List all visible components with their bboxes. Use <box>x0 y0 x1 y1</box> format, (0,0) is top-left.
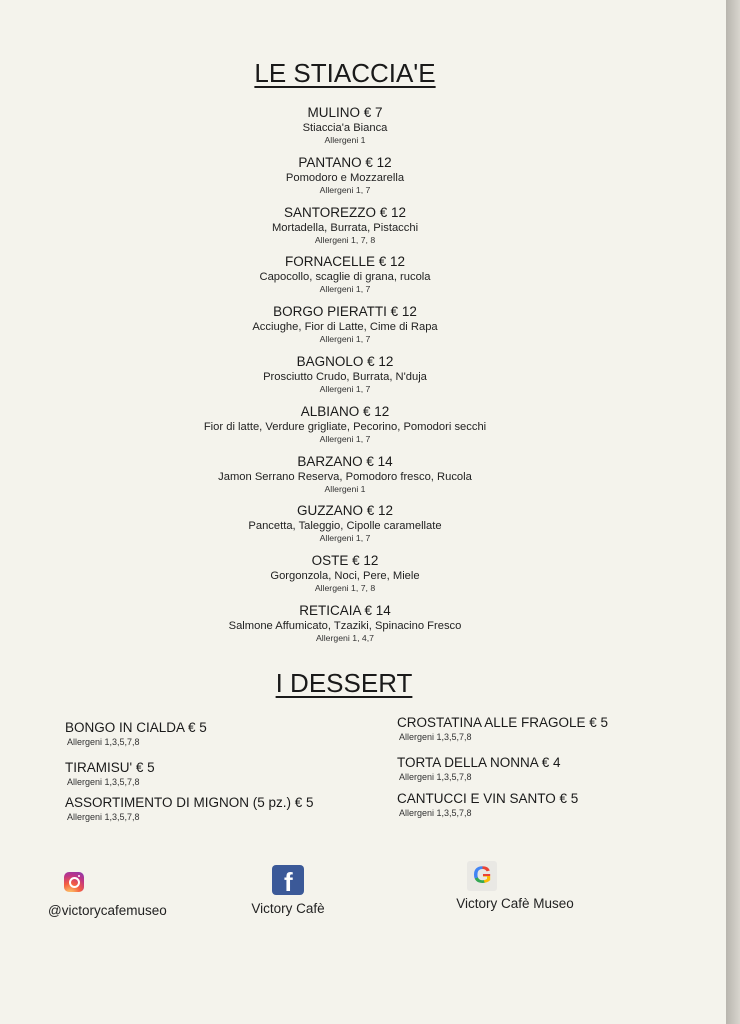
item-name: BORGO PIERATTI € 12 <box>273 304 417 320</box>
item-allergens: Allergeni 1, 7, 8 <box>314 583 376 594</box>
instagram-handle: @victorycafemuseo <box>48 903 167 918</box>
page-edge <box>726 0 740 1024</box>
dessert-name: ASSORTIMENTO DI MIGNON (5 pz.) € 5 <box>65 795 314 810</box>
menu-item <box>0 552 690 602</box>
facebook-link[interactable] <box>238 865 338 916</box>
item-description: Pancetta, Taleggio, Cipolle caramellate <box>248 520 442 533</box>
dessert-title: I DESSERT <box>275 668 413 698</box>
menu-item <box>0 154 690 204</box>
item-description: Prosciutto Crudo, Burrata, N'duja <box>263 370 427 383</box>
menu-item <box>0 502 690 552</box>
facebook-icon: f <box>272 865 304 895</box>
menu-item <box>0 303 690 353</box>
item-allergens: Allergeni 1, 7 <box>319 184 371 195</box>
item-allergens: Allergeni 1 <box>324 135 366 145</box>
item-description: Pomodoro e Mozzarella <box>285 171 405 184</box>
stiacciate-list <box>0 104 690 652</box>
item-name: BAGNOLO € 12 <box>296 353 394 369</box>
item-description: Capocollo, scaglie di grana, rucola <box>259 271 431 284</box>
item-description: Mortadella, Burrata, Pistacchi <box>271 221 419 234</box>
instagram-icon <box>64 872 84 892</box>
dessert-allergens: Allergeni 1,3,5,7,8 <box>67 812 140 822</box>
item-description: Acciughe, Fior di Latte, Cime di Rapa <box>252 321 438 334</box>
item-allergens: Allergeni 1, 7 <box>319 334 371 345</box>
item-name: BARZANO € 14 <box>297 453 393 469</box>
google-label: Victory Cafè Museo <box>456 896 574 911</box>
dessert-item <box>65 794 314 823</box>
menu-item <box>0 253 690 303</box>
dessert-allergens: Allergeni 1,3,5,7,8 <box>399 732 472 742</box>
dessert-name: BONGO IN CIALDA € 5 <box>65 720 207 735</box>
stiacciate-title: LE STIACCIA'E <box>254 58 436 88</box>
item-name: ALBIANO € 12 <box>300 403 390 419</box>
dessert-item <box>397 714 608 743</box>
menu-item <box>0 602 690 652</box>
item-description: Gorgonzola, Noci, Pere, Miele <box>270 570 420 583</box>
menu-item <box>0 453 690 503</box>
item-description: Fior di latte, Verdure grigliate, Pecorino, Pomodori secchi <box>203 420 487 433</box>
dessert-allergens: Allergeni 1,3,5,7,8 <box>399 772 472 782</box>
dessert-item <box>397 790 578 819</box>
dessert-item <box>65 759 155 788</box>
item-description: Salmone Affumicato, Tzaziki, Spinacino Fresco <box>228 619 462 632</box>
item-name: GUZZANO € 12 <box>296 503 394 519</box>
dessert-name: TIRAMISU' € 5 <box>65 760 155 775</box>
item-description: Jamon Serrano Reserva, Pomodoro fresco, Rucola <box>218 470 472 483</box>
dessert-allergens: Allergeni 1,3,5,7,8 <box>67 737 140 747</box>
item-name: FORNACELLE € 12 <box>284 254 406 270</box>
google-icon: G <box>467 861 497 891</box>
dessert-name: CANTUCCI E VIN SANTO € 5 <box>397 791 579 806</box>
dessert-item <box>65 719 207 748</box>
item-name: SANTOREZZO € 12 <box>283 204 407 220</box>
item-name: RETICAIA € 14 <box>299 602 391 618</box>
menu-item <box>0 104 690 154</box>
instagram-link[interactable] <box>48 872 184 918</box>
item-description: Stiaccia'a Bianca <box>302 122 388 134</box>
dessert-name: CROSTATINA ALLE FRAGOLE € 5 <box>397 715 609 730</box>
dessert-item <box>397 754 561 783</box>
google-link[interactable] <box>445 861 585 911</box>
item-name: MULINO € 7 <box>307 105 383 120</box>
facebook-label: Victory Cafè <box>251 901 325 916</box>
item-allergens: Allergeni 1 <box>324 483 366 494</box>
menu-item <box>0 353 690 403</box>
item-allergens: Allergeni 1, 7 <box>319 284 371 295</box>
menu-item <box>0 204 690 254</box>
item-allergens: Allergeni 1, 7 <box>319 383 371 394</box>
item-allergens: Allergeni 1, 7 <box>319 433 371 444</box>
item-allergens: Allergeni 1, 4,7 <box>316 632 374 643</box>
item-name: OSTE € 12 <box>311 553 379 569</box>
menu-item <box>0 403 690 453</box>
dessert-name: TORTA DELLA NONNA € 4 <box>397 755 561 770</box>
item-allergens: Allergeni 1, 7, 8 <box>314 234 376 245</box>
item-name: PANTANO € 12 <box>298 154 392 170</box>
item-allergens: Allergeni 1, 7 <box>319 533 371 544</box>
dessert-allergens: Allergeni 1,3,5,7,8 <box>67 777 140 787</box>
dessert-allergens: Allergeni 1,3,5,7,8 <box>399 808 472 818</box>
